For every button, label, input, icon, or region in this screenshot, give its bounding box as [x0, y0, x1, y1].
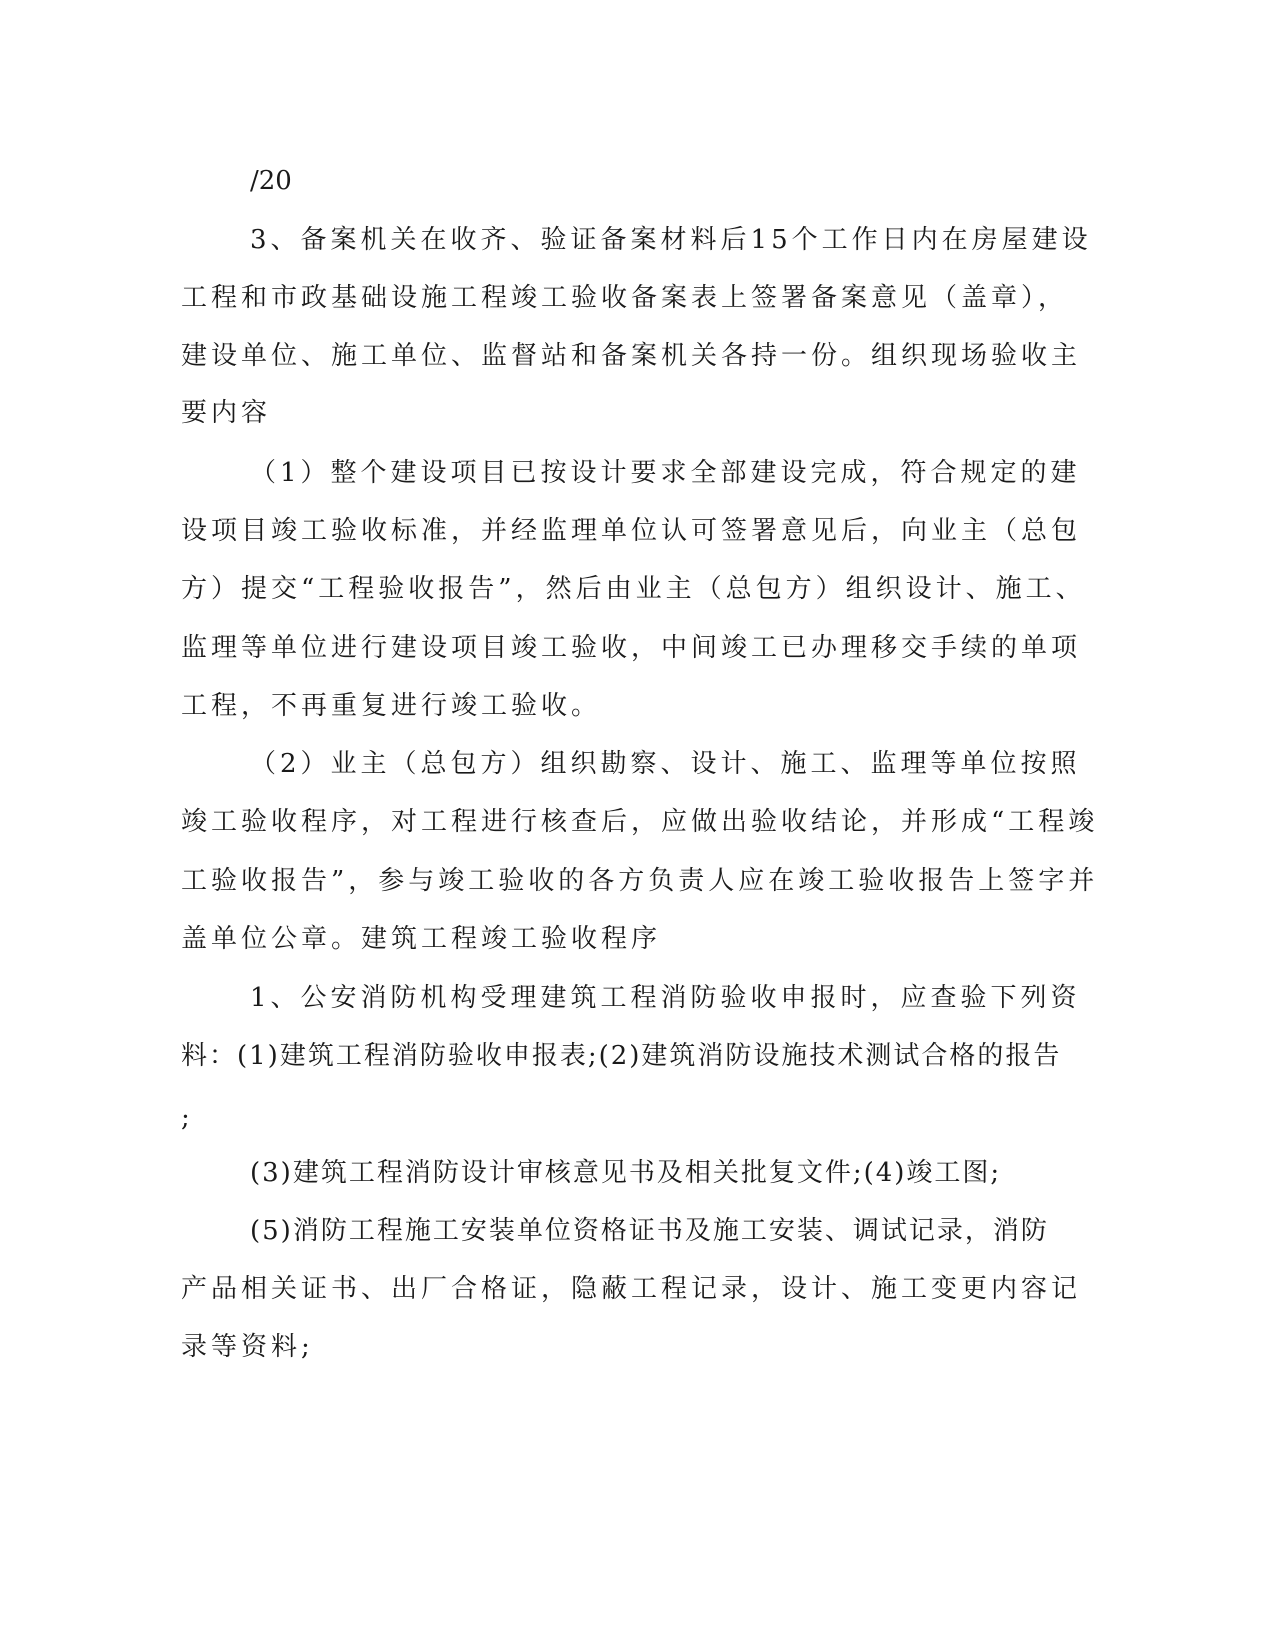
paragraph-4-line-2: 料：(1)建筑工程消防验收申报表;(2)建筑消防设施技术测试合格的报告	[181, 1041, 1062, 1071]
paragraph-4-line-3: ;	[181, 1103, 190, 1133]
paragraph-1-line-3: 建设单位、施工单位、监督站和备案机关各持一份。组织现场验收主	[181, 341, 1082, 371]
paragraph-3-line-4: 盖单位公章。建筑工程竣工验收程序	[181, 924, 662, 954]
paragraph-2-line-1: （1）整个建设项目已按设计要求全部建设完成，符合规定的建	[250, 458, 1081, 488]
page-reference: /20	[250, 166, 292, 196]
paragraph-6-line-1: (5)消防工程施工安装单位资格证书及施工安装、调试记录，消防	[250, 1216, 1049, 1246]
paragraph-2-line-3: 方）提交“工程验收报告”，然后由业主（总包方）组织设计、施工、	[181, 574, 1086, 604]
paragraph-6-line-2: 产品相关证书、出厂合格证，隐蔽工程记录，设计、施工变更内容记	[181, 1274, 1082, 1304]
paragraph-1-line-2: 工程和市政基础设施工程竣工验收备案表上签署备案意见（盖章），	[181, 283, 1069, 313]
paragraph-1-line-4: 要内容	[181, 398, 272, 428]
paragraph-3-line-2: 竣工验收程序，对工程进行核查后，应做出验收结论，并形成“工程竣	[181, 807, 1099, 837]
paragraph-6-line-3: 录等资料;	[181, 1332, 314, 1362]
paragraph-2-line-4: 监理等单位进行建设项目竣工验收，中间竣工已办理移交手续的单项	[181, 633, 1082, 663]
paragraph-1-line-1: 3、备案机关在收齐、验证备案材料后15个工作日内在房屋建设	[250, 225, 1092, 255]
paragraph-5-line-1: (3)建筑工程消防设计审核意见书及相关批复文件;(4)竣工图;	[250, 1158, 1002, 1188]
paragraph-2-line-5: 工程，不再重复进行竣工验收。	[181, 691, 602, 721]
paragraph-3-line-1: （2）业主（总包方）组织勘察、设计、施工、监理等单位按照	[250, 749, 1081, 779]
paragraph-3-line-3: 工验收报告”，参与竣工验收的各方负责人应在竣工验收报告上签字并	[181, 866, 1099, 896]
paragraph-4-line-1: 1、公安消防机构受理建筑工程消防验收申报时，应查验下列资	[250, 983, 1081, 1013]
paragraph-2-line-2: 设项目竣工验收标准，并经监理单位认可签署意见后，向业主（总包	[181, 516, 1082, 546]
